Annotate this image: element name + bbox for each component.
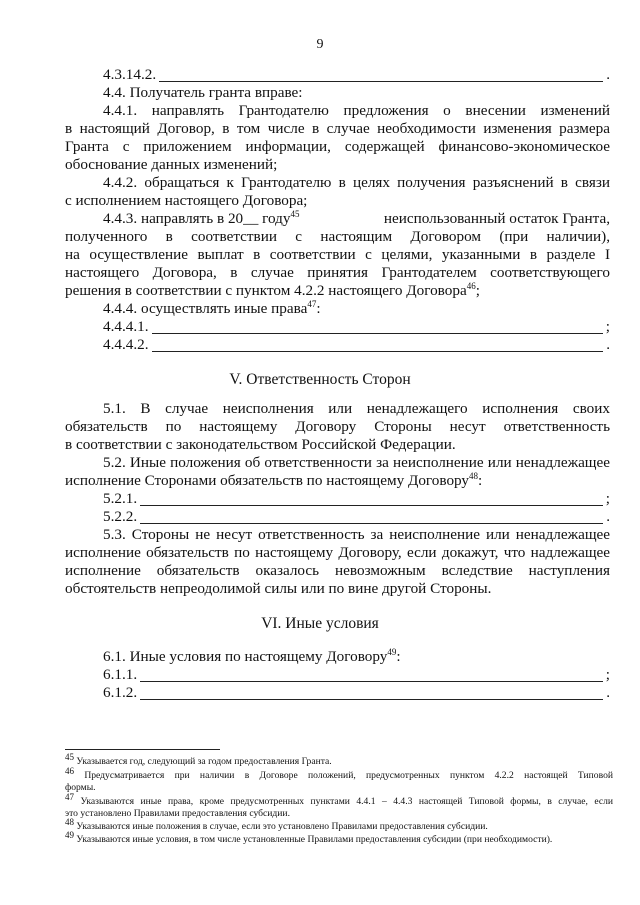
- clause-6-1-1: 6.1.1. ;: [103, 666, 610, 683]
- clause-5-1-line1: 5.1. В случае неисполнения или ненадлежащего исполнения своих: [103, 400, 610, 417]
- footnote-47: $^{47}$ Указываются иные права, кроме предусмотренных пунктами 4.4.1 – 4.4.3 настоящей Типовой формы, в случае, если это установлено Правилами предоставления субсидии.: [65, 791, 613, 819]
- clause-4-4-4-1: 4.4.4.1. ;: [103, 318, 610, 335]
- footnote-ref-48: 48: [469, 470, 479, 481]
- footnote-45: $^{45}$ Указывается год, следующий за годом предоставления Гранта.: [65, 751, 332, 767]
- clause-5-1-line3: в соответствии с законодательством Российской Федерации.: [65, 436, 456, 453]
- clause-5-3-line2: исполнение обязательств по настоящему Договору, если докажут, что надлежащее: [65, 544, 610, 561]
- footnote-46: $^{46}$ Предусматривается при наличии в Договоре положений, предусмотренных пунктом 4.2.2 настоящей Типовой формы.: [65, 765, 614, 793]
- clause-5-2-line1: 5.2. Иные положения об ответственности за неисполнение или ненадлежащее: [103, 454, 610, 471]
- footnote-ref-49: 49: [387, 646, 397, 657]
- clause-5-2-line2: исполнение Сторонами обязательств по настоящему Договору$^{48}$:: [65, 470, 483, 489]
- clause-4-4-2-line1: 4.4.2. обращаться к Грантодателю в целях получения разъяснений в связи: [103, 174, 610, 191]
- clause-4-4-3-line1: 4.4.3. направлять в 20__ году$^{45}$ неиспользованный остаток Гранта,: [103, 208, 610, 227]
- clause-4-4-2-line2: с исполнением настоящего Договора;: [65, 192, 308, 209]
- footnote-ref-47: 47: [307, 298, 317, 309]
- clause-4-4-4-2: 4.4.4.2. .: [103, 336, 610, 353]
- clause-6-1: 6.1. Иные условия по настоящему Договору$^{49}$:: [103, 646, 401, 665]
- clause-4-3-14-2: 4.3.14.2. .: [103, 66, 610, 83]
- blank-fill-line: [152, 319, 603, 334]
- footnote-ref-46: 46: [466, 280, 476, 291]
- clause-4-4-4: 4.4.4. осуществлять иные права$^{47}$:: [103, 298, 321, 317]
- clause-4-4: 4.4. Получатель гранта вправе:: [103, 84, 303, 101]
- clause-5-3-line4: обстоятельств непреодолимой силы или по вине другой Стороны.: [65, 580, 492, 597]
- clause-5-3-line3: исполнение обязательств оказалось невозможным вследствие наступления: [65, 562, 610, 579]
- clause-5-1-line2: обязательств по настоящему Договору Стороны несут ответственность: [65, 418, 610, 435]
- footnote-48: $^{48}$ Указываются иные положения в случае, если это установлено Правилами предоставления субсидии.: [65, 816, 488, 832]
- clause-4-4-3-line4: настоящего Договора, в случае принятия Грантодателем соответствующего: [65, 264, 610, 281]
- clause-4-4-3-line2: полученного в соответствии с настоящим Договором (при наличии),: [65, 228, 610, 245]
- clause-5-3-line1: 5.3. Стороны не несут ответственность за неисполнение или ненадлежащее: [103, 526, 610, 543]
- clause-4-4-1-line3: Гранта с приложением информации, содержащей финансово-экономическое: [65, 138, 610, 155]
- section-title-5: V. Ответственность Сторон: [229, 371, 411, 388]
- section-title-6: VI. Иные условия: [261, 615, 379, 632]
- footnote-ref-45: 45: [290, 208, 300, 219]
- clause-5-2-1: 5.2.1. ;: [103, 490, 610, 507]
- clause-4-4-1-line1: 4.4.1. направлять Грантодателю предложения о внесении изменений: [103, 102, 610, 119]
- blank-fill-line: [140, 667, 603, 682]
- blank-fill-line: [140, 491, 603, 506]
- page-number: 9: [316, 37, 324, 52]
- clause-label: 4.3.14.2.: [103, 66, 157, 83]
- clause-4-4-1-line4: обоснование данных изменений;: [65, 156, 278, 173]
- blank-fill-line: [152, 337, 604, 352]
- clause-4-4-3-line5: решения в соответствии с пунктом 4.2.2 настоящего Договора$^{46}$;: [65, 280, 480, 299]
- footnote-separator: [65, 749, 220, 750]
- clause-5-2-2: 5.2.2. .: [103, 508, 610, 525]
- footnote-49: $^{49}$ Указываются иные условия, в том числе установленные Правилами предоставления субсидии (при необходимости).: [65, 829, 553, 845]
- blank-fill-line: [140, 509, 603, 524]
- clause-4-4-1-line2: в настоящий Договор, в том числе в случае необходимости изменения размера: [65, 120, 610, 137]
- clause-6-1-2: 6.1.2. .: [103, 684, 610, 701]
- blank-fill-line: [159, 67, 603, 82]
- blank-fill-line: [140, 685, 603, 700]
- clause-4-4-3-line3: на осуществление выплат в соответствии с целями, указанными в разделе I: [65, 246, 610, 263]
